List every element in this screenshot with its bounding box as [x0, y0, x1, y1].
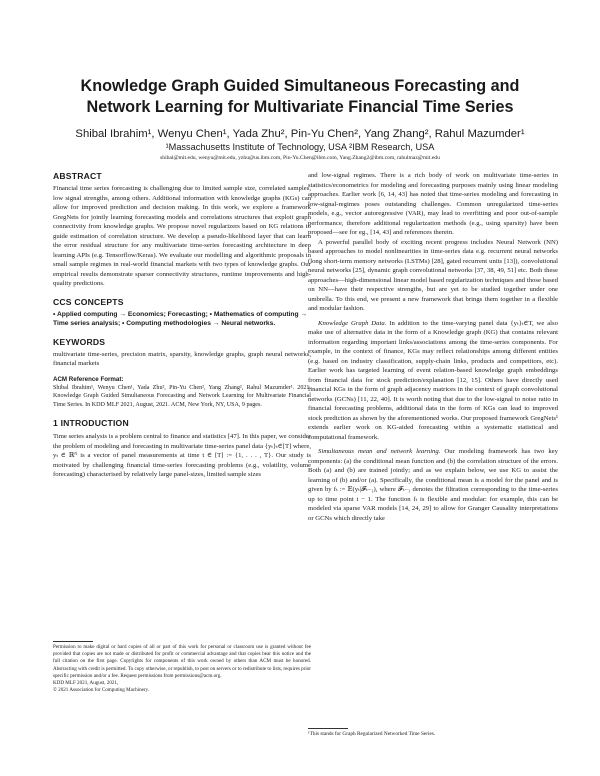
right-paragraph-3 — [308, 319, 558, 443]
kg-data-text: In addition to the time-varying panel data {yₜ}ₜ∈T, we also make use of alternative data in the form of a Knowledge graph (KG) that contains relevant information regarding important links/associations among the time-series components. For example, in the context of finance, KGs may reflect relationships among different entities (e.g. based on industry classification, supply-chain links, products and competitors, etc). Earlier work has targeted learning of event relation-based knowledge graph embeddings from financial data for stock prediction/explanation [12, 15]. Others have directly used financial KGs in the form of graph adjacency matrices in the context of graph convolutional networks (GCNs) [11, 22, 40]. It is worth noting that due to the low-signal to noise ratio in financial forecasting problems, additional data in the form of KGs can lead to improved stock prediction as shown by the aforementioned works. Our proposed framework GregNets¹ extends earlier work on KG-aided forecasting within a systematic statistical and computational framework. — [308, 319, 558, 441]
paper-title — [40, 76, 560, 118]
copyright-line: © 2021 Association for Computing Machinery. — [53, 687, 150, 694]
affiliations: ¹Massachusetts Institute of Technology, USA ²IBM Research, USA — [165, 142, 435, 152]
right-paragraph-2: A powerful parallel body of exciting recent progress includes Neural Network (NN) based approaches to model nonlinearities in time-series data e.g. recurrent neural networks (long short-term memory networks (LSTMs) [28], gated recurrent units [13]), convolutional neural networks [25], dynamic graph convolutional networks [37, 38, 49, 51] etc. Both these approaches—high-dimensional linear model based regularization techniques and those based on NN—have their respective strengths, but are yet to be studied together under one umbrella. To this end, we present a new framework that brings them together in a flexible and modular fashion. — [308, 238, 558, 312]
ccs-heading: CCS CONCEPTS — [53, 296, 124, 307]
abstract-heading: ABSTRACT — [53, 171, 102, 181]
author-list: Shibal Ibrahim¹, Wenyu Chen¹, Yada Zhu², Pin-Yu Chen², Yang Zhang², Rahul Mazumder¹ — [75, 128, 525, 140]
conference-line: KDD MLF 2021, August, 2021, — [53, 680, 119, 687]
keywords-heading: KEYWORDS — [53, 336, 106, 347]
right-paragraph-4 — [308, 447, 558, 523]
sim-learning-lead: Simultaneous mean and network learning. — [318, 448, 441, 455]
introduction-text: Time series analysis is a problem central to finance and statistics [47]. In this paper, we consider the problem of modeling and forecasting in multivariate time-series panel data {yₜ}ₜ∈[T] where, yₜ ∈ ℝᴺ is a vector of panel measurements at time t ∈ [T] := {1, . . . , T}. Our study is motivated by challenging financial time-series forecasting problems (e.g., volatility, volume forecasting) characterised by relatively large panel-sizes, limited sample sizes — [53, 433, 311, 479]
permission-note: Permission to make digital or hard copies of all or part of this work for personal or classroom use is granted without fee provided that copies are not made or distributed for profit or commercial advantage and that copies bear this notice and the full citation on the first page. Copyrights for components of this work owned by others than ACM must be honored. Abstracting with credit is permitted. To copy otherwise, or republish, to post on servers or to redistribute to lists, requires prior specific permission and/or a fee. Request permissions from permissions@acm.org. — [53, 644, 311, 679]
keywords-text: multivariate time-series, precision matrix, sparsity, knowledge graphs, graph neural networks, financial markets — [53, 350, 311, 367]
permission-block — [53, 644, 311, 694]
right-column — [308, 171, 558, 523]
kg-data-lead: Knowledge Graph Data. — [318, 319, 387, 327]
permission-divider — [53, 641, 93, 642]
right-paragraph-1: and low-signal regimes. There is a rich body of work on multivariate time-series in statistics/econometrics for modeling and forecasting purposes mainly using linear modeling approaches. Earlier work [6, 14, 43] has noted that time-series modeling and forecasting in low-signal-regimes poses outstanding challenges. Common unregularized time-series models, e.g., vector autoregressive (VAR), may lead to overfitting and poor out-of-sample performance, therefore additional regularization methods (e.g., using sparsity) have been proposed—see for eg., [14, 43] and references therein. — [308, 172, 558, 236]
sim-learning-text: Our modeling framework has two key components: (a) the conditional mean function and (b) the correlation structure of the errors. Both (a) and (b) are trained jointly; and as we explain below, we use KG to assist the learning of (b) and/or (a). Specifically, the conditional mean is a model for the panel and is given by fₜ := 𝔼(yₜ|𝓕ₜ₋₁), where 𝓕ₜ₋₁ denotes the filtration corresponding to the time-series up to time point t − 1. The function fₜ is flexible and modular: for example, this can be modeled via sparse VAR models [14, 24, 29] to allow for Granger Causality interpretations or GCNs which directly take — [308, 448, 558, 522]
footnote-divider — [308, 728, 348, 729]
footnote: ¹This stands for Graph Regularized Networked Time Series. — [308, 731, 436, 737]
acm-reference-text: Shibal Ibrahim¹, Wenyu Chen¹, Yada Zhu², Pin-Yu Chen², Yang Zhang², Rahul Mazumder¹. 2021. Knowledge Graph Guided Simultaneous Forecasting and Network Learning for Multivariate Financial Time Series. In KDD MLF 2021, August, 2021. ACM, New York, NY, USA, 9 pages. — [53, 384, 311, 408]
author-emails: shibal@mit.edu, wenyu@mit.edu, yzhu@us.ibm.com, Pin-Yu.Chen@ibm.com, Yang.Zhang2@ibm.com, rahulmaz@mit.edu — [160, 155, 440, 161]
title-line-1: Knowledge Graph Guided Simultaneous Forecasting and — [80, 77, 520, 95]
left-column — [53, 171, 311, 480]
introduction-heading: 1 INTRODUCTION — [53, 418, 129, 429]
abstract-text: Financial time series forecasting is challenging due to limited sample size, correlated samples, low signal strengths, among others. Additional information with knowledge graphs (KGs) can allow for improved prediction and decision making. In this work, we explore a framework GregNets for jointly learning forecasting models and correlations structures that exploit graph connectivity from knowledge graphs. We propose novel regularizers based on KG relations to guide estimation of correlation structure. We develop a pseudo-likelihood layer that can learn the error residual structure for any multivariate time-series forecasting architecture in deep learning APIs (e.g. Tensorflow/Keras). We evaluate our modelling and algorithmic proposals in small sample regimes in real-world financial markets with two types of knowledge graphs. Our empirical results demonstrate sparser connectivity structures, runtime improvements and high-quality predictions. — [53, 185, 311, 287]
ccs-text: • Applied computing → Economics; Forecasting; • Mathematics of computing → Time series analysis; • Computing methodologies → Neural networks. — [53, 310, 308, 327]
title-line-2: Network Learning for Multivariate Financial Time Series — [86, 98, 514, 116]
acm-reference-heading: ACM Reference Format: — [53, 375, 124, 383]
